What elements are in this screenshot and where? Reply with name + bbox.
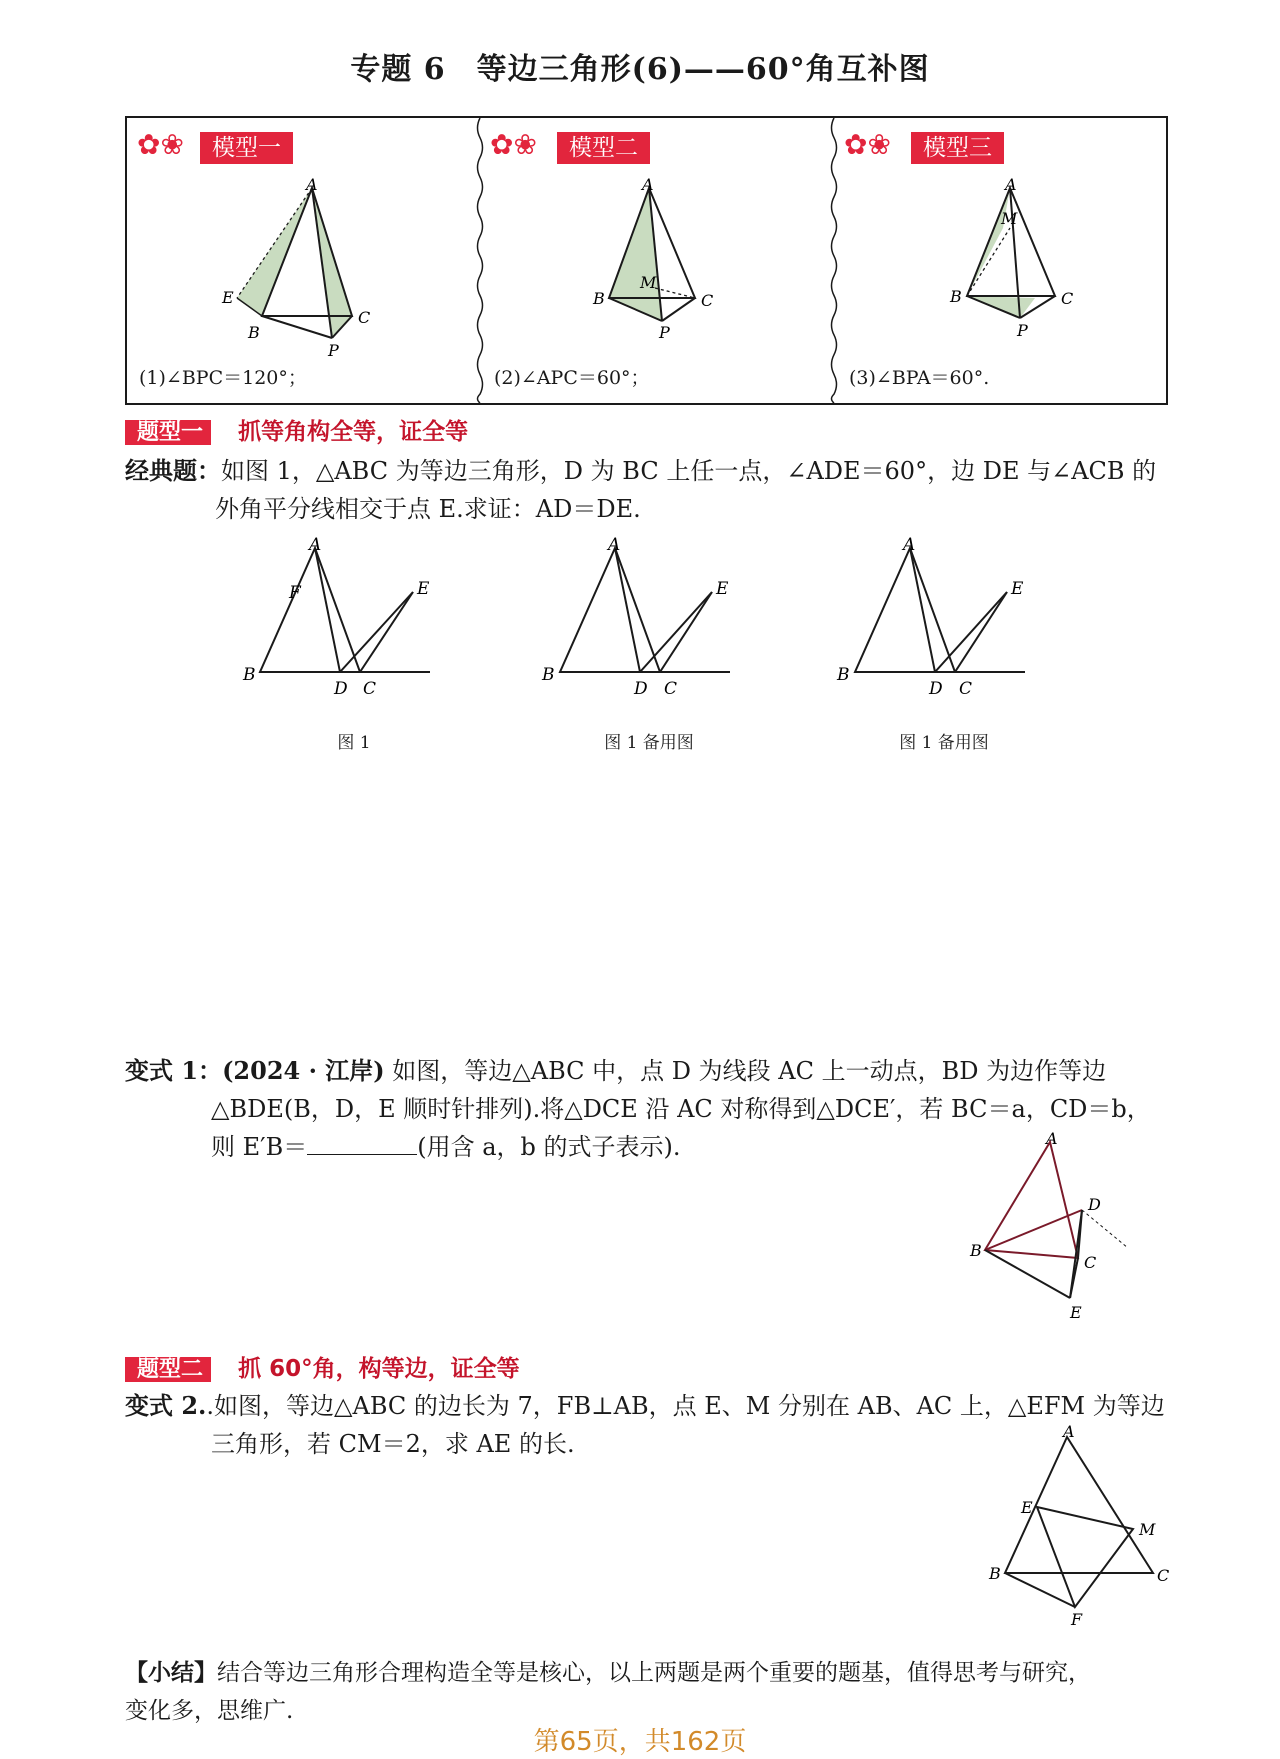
wavy-divider (829, 118, 839, 403)
point-label: A (1005, 175, 1017, 194)
svg-text:B: B (989, 1564, 1001, 1583)
svg-text:E: E (1021, 1498, 1033, 1517)
summary (125, 1654, 1175, 1730)
point-label: B (593, 289, 605, 308)
point-label: C (358, 308, 371, 327)
point-label: B (950, 287, 962, 306)
point-label: A (306, 175, 318, 194)
svg-text:F: F (289, 583, 301, 603)
variant-text: .如图，等边△ABC 的边长为 7，FB⊥AB，点 E、M 分别在 AB、AC 上，△EFM 为等边 (206, 1392, 1165, 1420)
section-title: 抓等角构全等，证全等 (238, 419, 469, 445)
point-label: M (640, 273, 657, 292)
svg-text:C: C (1157, 1566, 1170, 1585)
page-title: 专题 6 等边三角形(6)——60°角互补图 (350, 52, 930, 87)
variant-source: (2024 · 江岸) (222, 1056, 385, 1085)
problem-label: 经典题： (125, 456, 221, 485)
problem-text: 外角平分线相交于点 E.求证：AD＝DE. (215, 495, 641, 523)
svg-text:A: A (903, 535, 916, 555)
section-2-heading (125, 1355, 520, 1384)
model-caption-2: (2)∠APC＝60°； (494, 367, 650, 389)
svg-text:D: D (634, 679, 648, 699)
flower-icon: ✿❀ (844, 128, 891, 161)
svg-text:D: D (929, 679, 943, 699)
point-label: C (1061, 289, 1074, 308)
section-tag: 题型二 (125, 1357, 211, 1382)
svg-text:M: M (1139, 1520, 1156, 1539)
variant-1-diagram (970, 1130, 1170, 1330)
figure-caption: 图 1 备用图 (604, 733, 694, 753)
flower-icon: ✿❀ (137, 128, 184, 161)
point-label: E (222, 288, 234, 307)
svg-text:A: A (309, 535, 322, 555)
svg-text:E: E (417, 579, 430, 599)
svg-text:E: E (1070, 1303, 1082, 1322)
svg-text:D: D (1088, 1195, 1101, 1214)
point-label: C (701, 291, 714, 310)
section-1-heading (125, 418, 468, 447)
answer-blank[interactable] (307, 1132, 417, 1155)
variant-2-diagram (985, 1422, 1175, 1635)
svg-text:C: C (664, 679, 678, 699)
model-tag-1: 模型一 (200, 132, 293, 164)
model-2-diagram (587, 175, 787, 348)
model-1-diagram (222, 175, 462, 360)
svg-text:C: C (1084, 1253, 1097, 1272)
model-tag-2: 模型二 (557, 132, 650, 164)
svg-text:C: C (363, 679, 377, 699)
svg-text:A: A (608, 535, 621, 555)
model-tag-3: 模型三 (911, 132, 1004, 164)
model-box (125, 116, 1168, 405)
svg-text:E: E (716, 579, 729, 599)
figure-1-spare-b (825, 530, 1045, 710)
classic-problem (125, 452, 1175, 528)
problem-text: 如图 1，△ABC 为等边三角形，D 为 BC 上任一点，∠ADE＝60°，边 DE 与∠ACB 的 (221, 457, 1157, 485)
summary-text: 变化多，思维广. (125, 1698, 294, 1724)
summary-text: 结合等边三角形合理构造全等是核心，以上两题是两个重要的题基，值得思考与研究， (217, 1660, 1091, 1686)
variant-text: 三角形，若 CM＝2，求 AE 的长. (211, 1430, 575, 1458)
point-label: B (248, 323, 260, 342)
flower-icon: ✿❀ (490, 128, 537, 161)
figure-caption: 图 1 备用图 (899, 733, 989, 753)
svg-text:B: B (970, 1241, 982, 1260)
page-indicator: 第65页，共162页 (533, 1727, 747, 1757)
figure-1-spare-a (530, 530, 750, 710)
svg-text:B: B (542, 665, 555, 685)
variant-label: 变式 1： (125, 1056, 223, 1085)
section-title: 抓 60°角，构等边，证全等 (238, 1356, 520, 1382)
point-label: M (1001, 209, 1018, 228)
wavy-divider (475, 118, 485, 403)
point-label: P (328, 341, 339, 360)
svg-text:A: A (1046, 1129, 1058, 1148)
svg-text:B: B (837, 665, 850, 685)
point-label: P (1017, 321, 1028, 340)
figure-caption: 图 1 (337, 733, 371, 753)
variant-text: (用含 a，b 的式子表示). (417, 1133, 681, 1161)
svg-text:E: E (1011, 579, 1024, 599)
summary-label: 【小结】 (125, 1659, 217, 1686)
svg-text:C: C (959, 679, 973, 699)
figure-1 (235, 530, 455, 710)
svg-text:F: F (1071, 1610, 1083, 1629)
model-caption-3: (3)∠BPA＝60°. (849, 367, 990, 389)
variant-text: 则 E′B＝ (211, 1133, 308, 1161)
model-3-diagram (945, 175, 1145, 348)
point-label: A (642, 175, 654, 194)
svg-text:D: D (334, 679, 348, 699)
variant-text: △BDE(B，D，E 顺时针排列).将△DCE 沿 AC 对称得到△DCE′，若 BC＝a，CD＝b， (211, 1095, 1151, 1123)
point-label: P (659, 323, 670, 342)
section-tag: 题型一 (125, 420, 211, 445)
variant-text: 如图，等边△ABC 中，点 D 为线段 AC 上一动点，BD 为边作等边 (392, 1057, 1107, 1085)
svg-text:B: B (243, 665, 256, 685)
model-caption-1: (1)∠BPC＝120°； (139, 367, 307, 389)
variant-label: 变式 2. (125, 1391, 207, 1420)
svg-text:A: A (1063, 1422, 1075, 1441)
